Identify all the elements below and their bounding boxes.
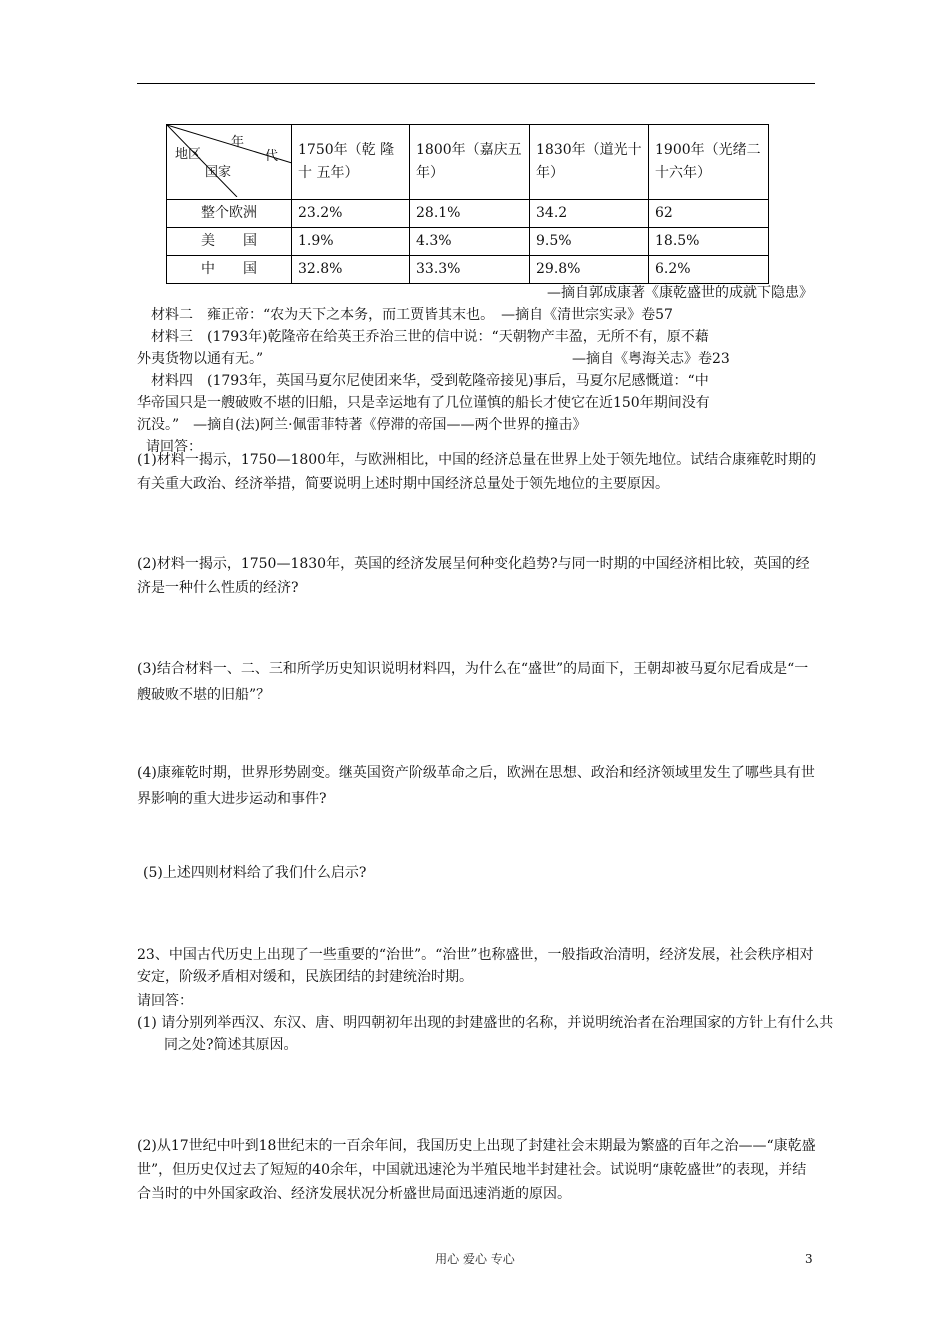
question-1: (1)材料一揭示，1750—1800年，与欧洲相比，中国的经济总量在世界上处于领先地位。试结合康雍乾时期的有关重大政治、经济举措，简要说明上述时期中国经济总量处于领先地位的主要原因。 xyxy=(137,452,817,492)
table-cell: 1.9% xyxy=(292,228,410,256)
question-5: (5)上述四则材料给了我们什么启示? xyxy=(143,865,367,881)
question-4: (4)康雍乾时期，世界形势剧变。继英国资产阶级革命之后，欧洲在思想、政治和经济领域里发生了哪些具有世界影响的重大进步运动和事件? xyxy=(137,765,815,807)
column-header: 1800年（嘉庆五年） xyxy=(410,125,530,200)
column-header: 1900年（光绪二十六年） xyxy=(649,125,769,200)
table-row xyxy=(167,200,769,228)
table-cell: 9.5% xyxy=(530,228,649,256)
row-label: 中 国 xyxy=(167,256,292,284)
table-cell: 34.2 xyxy=(530,200,649,228)
row-label: 美 国 xyxy=(167,228,292,256)
question-23-sub1: (1) 请分别列举西汉、东汉、唐、明四朝初年出现的封建盛世的名称，并说明统治者在治理国家的方针上有什么共同之处?简述其原因。 xyxy=(137,1015,834,1053)
question-23-intro: 23、中国古代历史上出现了一些重要的“治世”。“治世”也称盛世，一般指政治清明，经济发展，社会秩序相对安定，阶级矛盾相对缓和，民族团结的封建统治时期。 xyxy=(137,947,814,985)
table-cell: 6.2% xyxy=(649,256,769,284)
question-23-sub2: (2)从17世纪中叶到18世纪末的一百余年间，我国历史上出现了封建社会末期最为繁盛的百年之治——“康乾盛世”，但历史仅过去了短短的40余年，中国就迅速沦为半殖民地半封建社会。试说明“康乾盛世”的表现，并结合当时的中外国家政治、经济发展状况分析盛世局面迅速消逝的原因。 xyxy=(137,1138,816,1202)
material-three-line1: 材料三 (1793年)乾隆帝在给英王乔治三世的信中说：“天朝物产丰盈，无所不有，原不藉 xyxy=(151,329,709,345)
question-23-prompt: 请回答： xyxy=(137,993,193,1009)
header-rule xyxy=(137,83,815,84)
material-three-source: —摘自《粤海关志》卷23 xyxy=(572,351,730,367)
material-four-line1: 材料四 (1793年，英国马夏尔尼使团来华，受到乾隆帝接见)事后，马夏尔尼感慨道：“中 xyxy=(151,373,709,389)
table-row xyxy=(167,228,769,256)
diagonal-corner-cell xyxy=(167,125,292,200)
corner-label-year: 年 xyxy=(231,135,245,150)
table-cell: 23.2% xyxy=(292,200,410,228)
material-three-line2: 外夷货物以通有无。” xyxy=(137,351,264,367)
table-source: —摘自郭成康著《康乾盛世的成就下隐患》 xyxy=(547,285,813,301)
corner-label-country: 国家 xyxy=(205,165,232,180)
table-row xyxy=(167,256,769,284)
population-share-table xyxy=(166,124,769,284)
corner-label-region: 地区 xyxy=(175,147,202,162)
row-label: 整个欧洲 xyxy=(167,200,292,228)
table-cell: 32.8% xyxy=(292,256,410,284)
column-header: 1750年（乾 隆 十 五年） xyxy=(292,125,410,200)
page-number: 3 xyxy=(805,1252,813,1266)
table-cell: 18.5% xyxy=(649,228,769,256)
material-four-line3: 沉没。” —摘自(法)阿兰·佩雷菲特著《停滞的帝国——两个世界的撞击》 xyxy=(137,417,587,433)
table-cell: 62 xyxy=(649,200,769,228)
table-cell: 29.8% xyxy=(530,256,649,284)
answer-prompt: 请回答： xyxy=(146,439,202,455)
corner-label-era: 代 xyxy=(265,149,279,164)
table-cell: 33.3% xyxy=(410,256,530,284)
question-3: (3)结合材料一、二、三和所学历史知识说明材料四，为什么在“盛世”的局面下，王朝却被马夏尔尼看成是“一艘破败不堪的旧船”？ xyxy=(137,661,809,703)
question-2: (2)材料一揭示，1750—1830年，英国的经济发展呈何种变化趋势?与同一时期的中国经济相比较，英国的经济是一种什么性质的经济? xyxy=(137,556,810,596)
table-cell: 4.3% xyxy=(410,228,530,256)
column-header: 1830年（道光十年） xyxy=(530,125,649,200)
table-cell: 28.1% xyxy=(410,200,530,228)
table-header-row xyxy=(167,125,769,200)
material-four-line2: 华帝国只是一艘破败不堪的旧船，只是幸运地有了几位谨慎的船长才使它在近150年期间没有 xyxy=(137,395,710,411)
footer-motto: 用心 爱心 专心 xyxy=(435,1252,515,1266)
material-two: 材料二 雍正帝：“农为天下之本务，而工贾皆其末也。 —摘自《清世宗实录》卷57 xyxy=(151,307,673,323)
